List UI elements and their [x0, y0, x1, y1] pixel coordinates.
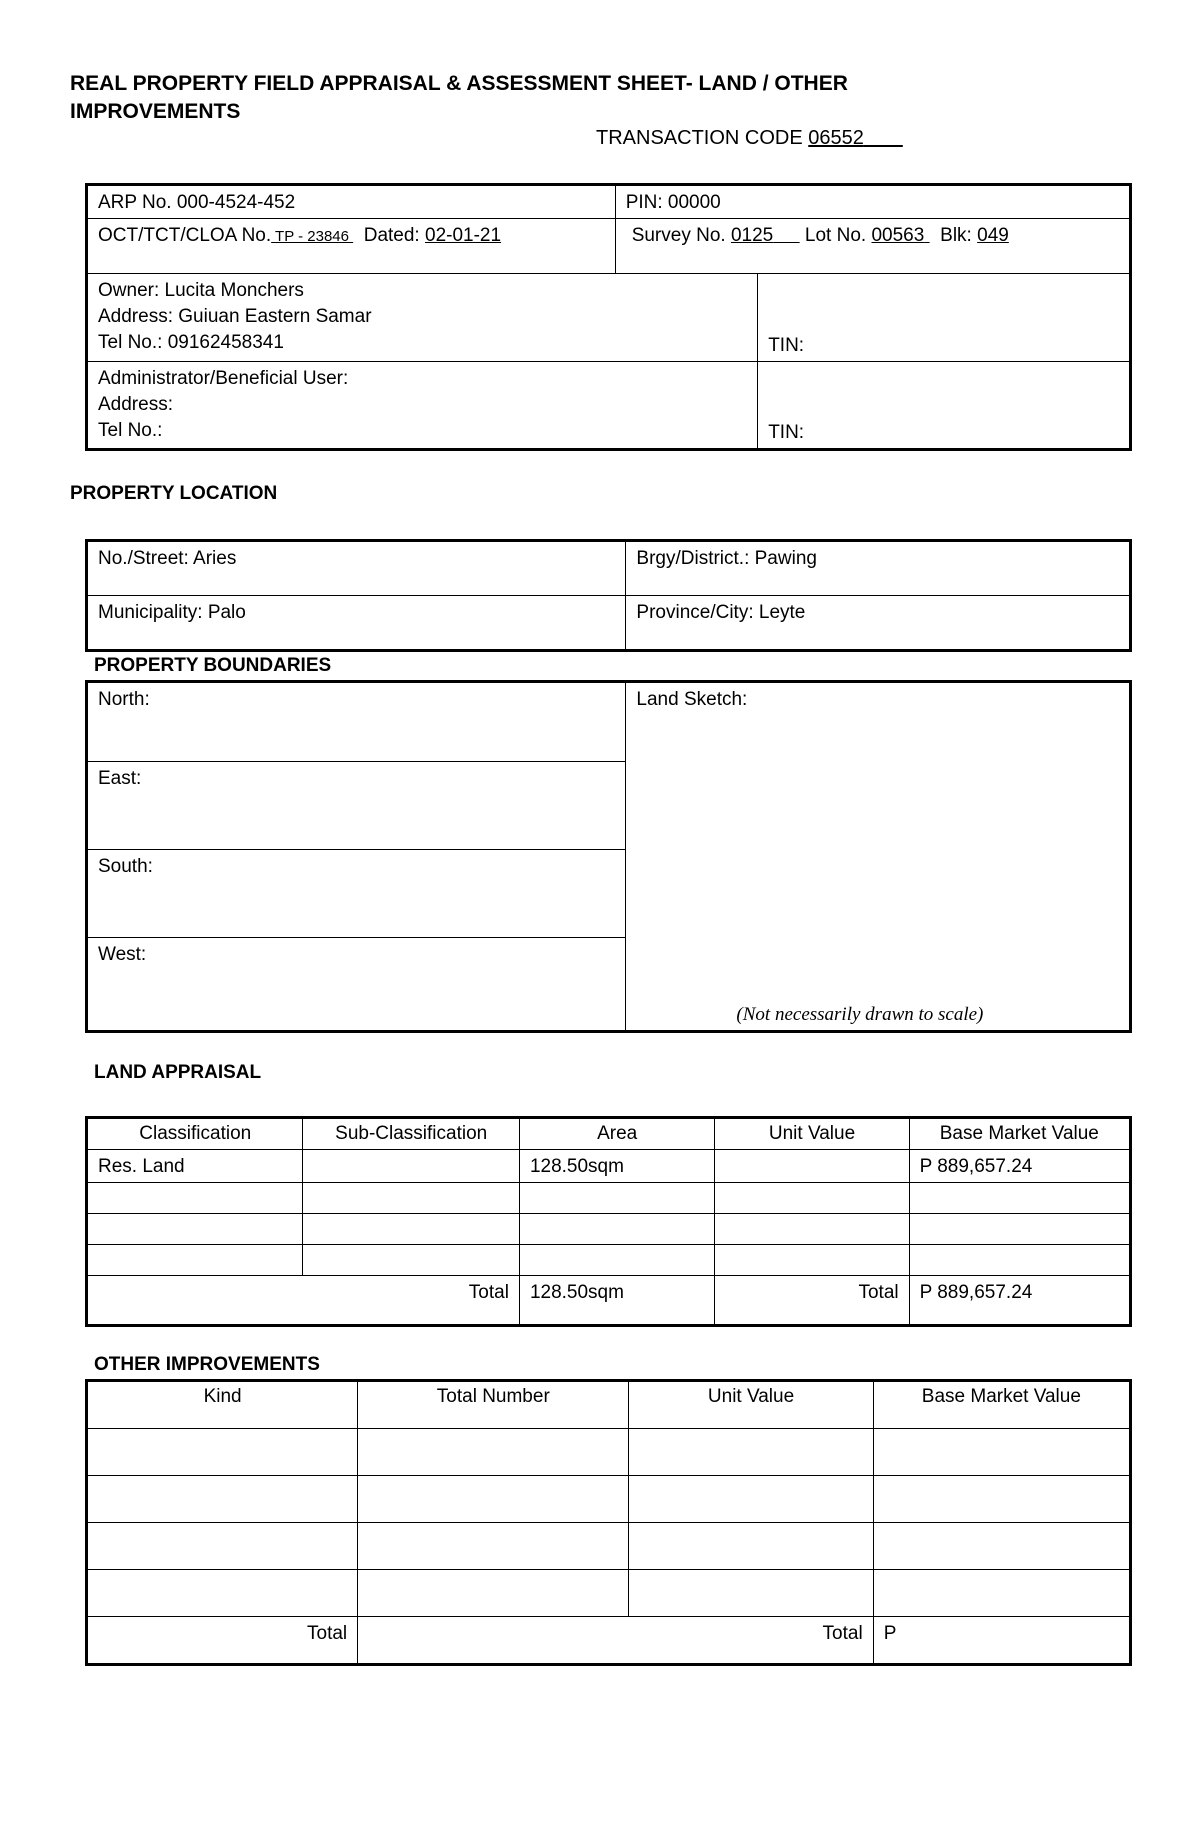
dated-value[interactable]: 02-01-21	[425, 225, 502, 246]
table-cell[interactable]	[303, 1214, 519, 1245]
owner-address[interactable]: Address: Guiuan Eastern Samar	[98, 306, 372, 327]
table-row	[87, 1523, 1131, 1570]
property-location-title: PROPERTY LOCATION	[70, 483, 278, 504]
table-cell[interactable]	[87, 1476, 358, 1523]
admin-cell	[87, 362, 758, 450]
land-header-unit-value: Unit Value	[715, 1118, 909, 1150]
admin-tin[interactable]: TIN:	[758, 362, 1131, 450]
table-cell[interactable]	[629, 1523, 873, 1570]
table-cell[interactable]	[715, 1183, 909, 1214]
table-cell[interactable]	[909, 1183, 1130, 1214]
table-cell[interactable]	[303, 1245, 519, 1276]
table-cell[interactable]: P 889,657.24	[909, 1150, 1130, 1183]
improvements-total-label: Total	[87, 1617, 358, 1665]
pin-number[interactable]: PIN: 00000	[615, 185, 1130, 219]
lot-value[interactable]: 00563	[871, 225, 925, 246]
table-cell[interactable]	[358, 1570, 629, 1617]
table-row	[87, 1183, 1131, 1214]
blk-value[interactable]: 049	[977, 225, 1009, 246]
title-number-row	[87, 219, 616, 274]
transaction-code	[596, 127, 903, 150]
land-appraisal-table	[85, 1116, 1132, 1327]
street-field[interactable]: No./Street: Aries	[87, 541, 626, 596]
survey-label: Survey No.	[631, 225, 726, 246]
table-row	[87, 1150, 1131, 1183]
improvements-total-label-2: Total	[358, 1617, 874, 1665]
improvements-header-total-number: Total Number	[358, 1381, 629, 1429]
owner-info-table	[85, 183, 1132, 451]
land-header-area: Area	[519, 1118, 714, 1150]
other-improvements-title: OTHER IMPROVEMENTS	[94, 1354, 320, 1375]
table-cell[interactable]	[873, 1476, 1130, 1523]
owner-tel[interactable]: Tel No.: 09162458341	[98, 332, 284, 353]
table-cell[interactable]	[715, 1150, 909, 1183]
land-sketch-label: Land Sketch:	[636, 689, 748, 710]
admin-address[interactable]: Address:	[98, 394, 173, 415]
table-cell[interactable]	[909, 1214, 1130, 1245]
table-cell[interactable]	[873, 1523, 1130, 1570]
table-cell[interactable]	[519, 1214, 714, 1245]
east-boundary[interactable]: East:	[87, 762, 626, 850]
west-boundary[interactable]: West:	[87, 938, 626, 1032]
land-total-value[interactable]: P 889,657.24	[909, 1276, 1130, 1326]
land-sketch[interactable]	[626, 682, 1131, 1032]
arp-number[interactable]: ARP No. 000-4524-452	[87, 185, 616, 219]
province-field[interactable]: Province/City: Leyte	[626, 596, 1131, 651]
land-appraisal-title: LAND APPRAISAL	[94, 1062, 262, 1083]
table-row	[87, 1245, 1131, 1276]
blk-label: Blk:	[940, 225, 972, 246]
owner-cell	[87, 274, 758, 362]
table-cell[interactable]	[715, 1245, 909, 1276]
table-cell[interactable]	[629, 1476, 873, 1523]
table-cell[interactable]	[87, 1523, 358, 1570]
improvements-header-kind: Kind	[87, 1381, 358, 1429]
improvements-header-base-market-value: Base Market Value	[873, 1381, 1130, 1429]
oct-value[interactable]: TP - 23846	[275, 228, 349, 245]
land-header-subclassification: Sub-Classification	[303, 1118, 519, 1150]
table-cell[interactable]	[303, 1183, 519, 1214]
table-row	[87, 1214, 1131, 1245]
transaction-code-value[interactable]: 06552	[808, 127, 864, 149]
owner-tin[interactable]: TIN:	[758, 274, 1131, 362]
land-header-base-market-value: Base Market Value	[909, 1118, 1130, 1150]
north-boundary[interactable]: North:	[87, 682, 626, 762]
property-boundaries-title: PROPERTY BOUNDARIES	[94, 655, 332, 676]
owner-name[interactable]: Owner: Lucita Monchers	[98, 280, 304, 301]
table-cell[interactable]	[519, 1245, 714, 1276]
table-cell[interactable]	[303, 1150, 519, 1183]
table-cell[interactable]	[629, 1429, 873, 1476]
table-cell[interactable]	[358, 1476, 629, 1523]
transaction-code-label: TRANSACTION CODE	[596, 127, 803, 149]
improvements-header-unit-value: Unit Value	[629, 1381, 873, 1429]
table-cell[interactable]	[909, 1245, 1130, 1276]
table-cell[interactable]: Res. Land	[87, 1150, 303, 1183]
survey-row	[615, 219, 1130, 274]
table-cell[interactable]	[87, 1429, 358, 1476]
improvements-total-row	[87, 1617, 1131, 1665]
improvements-total-value[interactable]: P	[873, 1617, 1130, 1665]
page-title: REAL PROPERTY FIELD APPRAISAL & ASSESSMENT SHEET- LAND / OTHER IMPROVEMENTS	[70, 72, 848, 123]
table-cell[interactable]	[87, 1214, 303, 1245]
land-total-row	[87, 1276, 1131, 1326]
table-row	[87, 1429, 1131, 1476]
oct-label: OCT/TCT/CLOA No.	[98, 225, 272, 246]
survey-value[interactable]: 0125	[730, 225, 774, 246]
table-cell[interactable]	[519, 1183, 714, 1214]
table-cell[interactable]	[358, 1429, 629, 1476]
property-boundaries-table	[85, 680, 1132, 1033]
land-total-label-2: Total	[715, 1276, 909, 1326]
land-total-area[interactable]: 128.50sqm	[519, 1276, 714, 1326]
land-total-label: Total	[87, 1276, 520, 1326]
other-improvements-table	[85, 1379, 1132, 1666]
admin-tel[interactable]: Tel No.:	[98, 420, 163, 441]
table-cell[interactable]	[873, 1570, 1130, 1617]
table-cell[interactable]	[87, 1570, 358, 1617]
admin-name[interactable]: Administrator/Beneficial User:	[98, 368, 349, 389]
table-row	[87, 1476, 1131, 1523]
table-cell[interactable]	[873, 1429, 1130, 1476]
lot-label: Lot No.	[804, 225, 867, 246]
dated-label: Dated:	[363, 225, 420, 246]
table-cell[interactable]	[87, 1183, 303, 1214]
property-location-table	[85, 539, 1132, 652]
table-row	[87, 1570, 1131, 1617]
table-cell[interactable]	[358, 1523, 629, 1570]
municipality-field[interactable]: Municipality: Palo	[87, 596, 626, 651]
table-cell[interactable]	[87, 1245, 303, 1276]
brgy-field[interactable]: Brgy/District.: Pawing	[626, 541, 1131, 596]
table-cell[interactable]	[629, 1570, 873, 1617]
table-cell[interactable]	[715, 1214, 909, 1245]
land-header-classification: Classification	[87, 1118, 303, 1150]
sketch-note: (Not necessarily drawn to scale)	[736, 1004, 984, 1025]
south-boundary[interactable]: South:	[87, 850, 626, 938]
table-cell[interactable]: 128.50sqm	[519, 1150, 714, 1183]
